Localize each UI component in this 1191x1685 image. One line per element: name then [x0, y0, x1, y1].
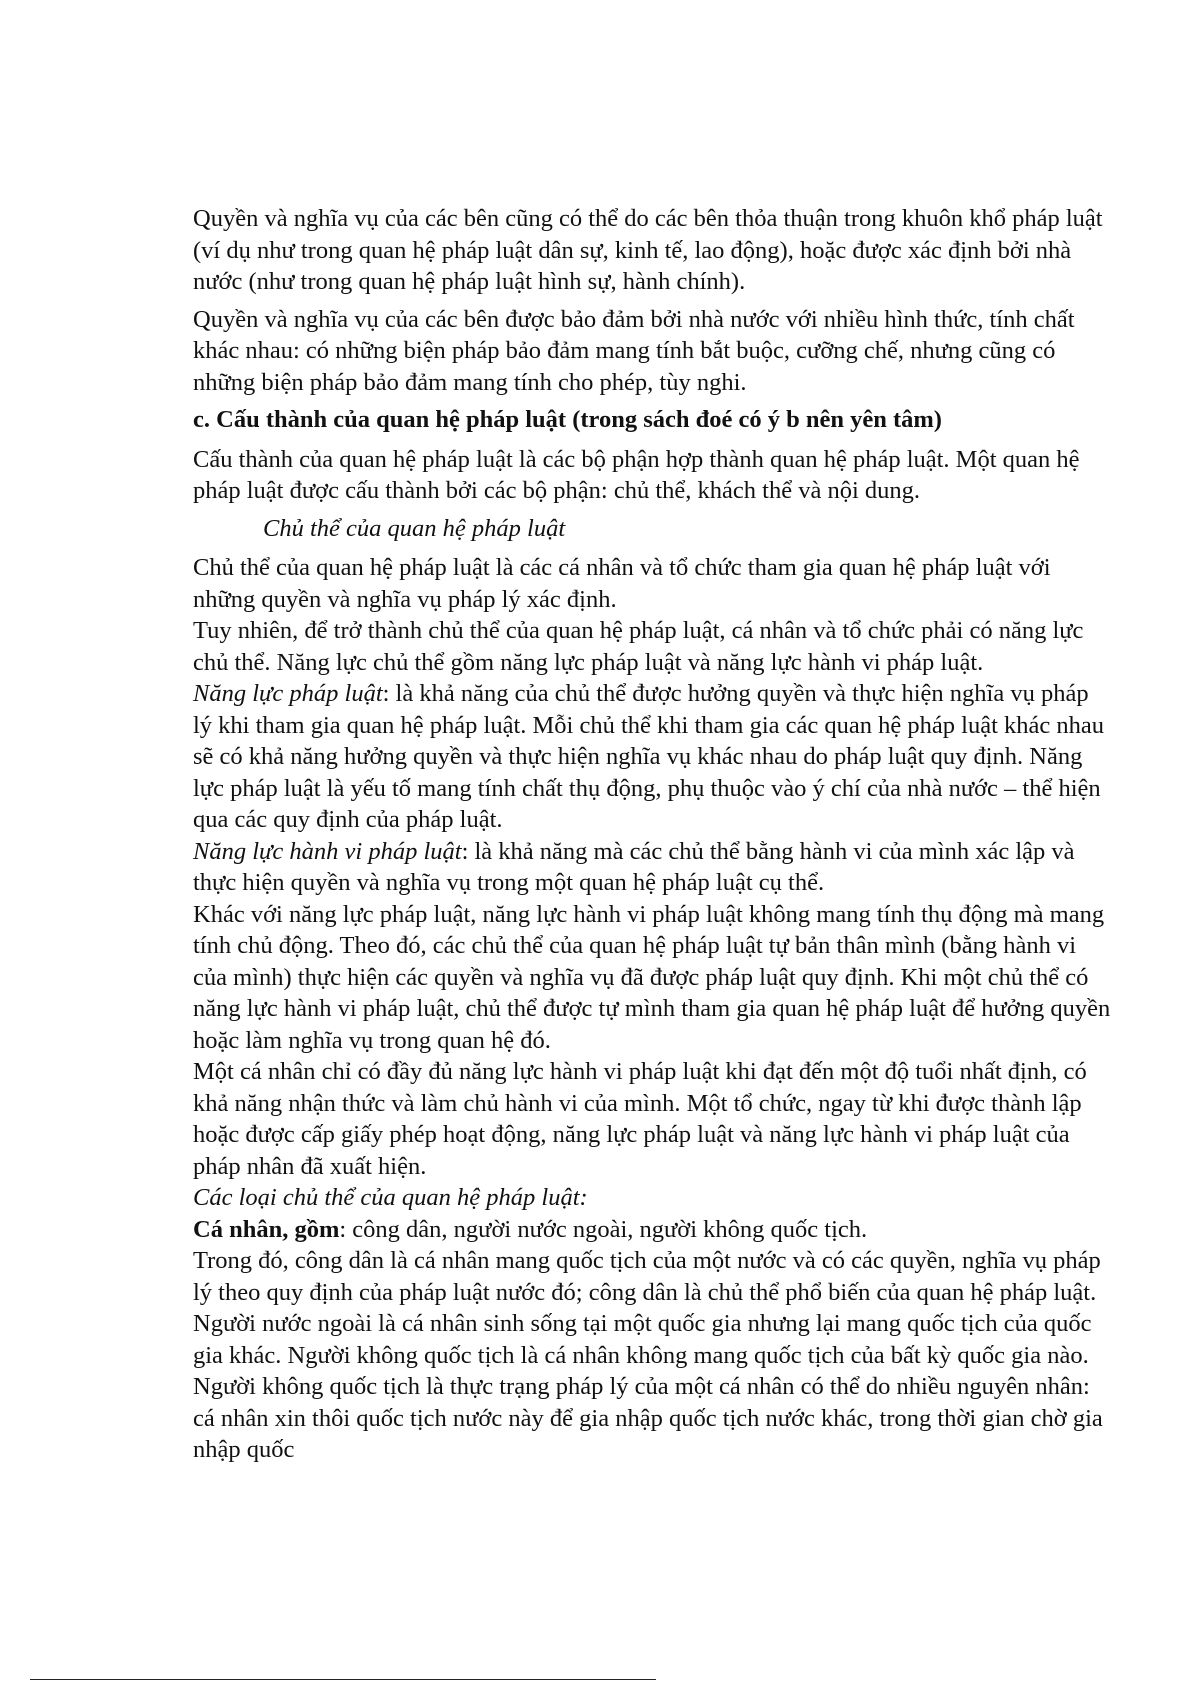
paragraph-subject-capacity: Tuy nhiên, để trở thành chủ thể của quan hệ pháp luật, cá nhân và tổ chức phải có năng lực chủ thể. Năng lực chủ thể gồm năng lực pháp luật và năng lực hành vi pháp luật.	[193, 617, 1084, 676]
legal-capacity-text: : là khả năng của chủ thể được hưởng quyền và thực hiện nghĩa vụ pháp lý khi tham gia quan hệ pháp luật. Mỗi chủ thể khi tham gia các quan hệ pháp luật khác nhau sẽ có khả năng hưởng quyền và thực hiện nghĩa vụ khác nhau do pháp luật quy định. Năng lực pháp luật là yếu tố mang tính chất thụ động, phụ thuộc vào ý chí của nhà nước – thể hiện qua các quy định của pháp luật.	[193, 680, 1104, 833]
term-behavior-capacity: Năng lực hành vi pháp luật	[193, 837, 462, 865]
document-body	[193, 203, 1113, 1466]
subsection-title-subject: Chủ thể của quan hệ pháp luật	[263, 514, 566, 542]
section-heading-c: c. Cấu thành của quan hệ pháp luật (trong sách đoé có ý b nên yên tâm)	[193, 406, 942, 433]
footer-divider	[30, 1679, 656, 1680]
behavior-capacity-text: : là khả năng mà các chủ thể bằng hành vi của mình xác lập và thực hiện quyền và nghĩa vụ trong một quan hệ pháp luật cụ thể.	[193, 837, 1075, 896]
term-legal-capacity: Năng lực pháp luật	[193, 680, 383, 707]
paragraph-behavior-vs-legal: Khác với năng lực pháp luật, năng lực hành vi pháp luật không mang tính thụ động mà mang tính chủ động. Theo đó, các chủ thể của quan hệ pháp luật tự bản thân mình (bằng hành vi của mình) thực hiện các quyền và nghĩa vụ đã được pháp luật quy định. Khi một chủ thể có năng lực hành vi pháp luật, chủ thể được tự mình tham gia quan hệ pháp luật để hưởng quyền hoặc làm nghĩa vụ trong quan hệ đó.	[193, 900, 1111, 1054]
paragraph-composition: Cấu thành của quan hệ pháp luật là các bộ phận hợp thành quan hệ pháp luật. Một quan hệ pháp luật được cấu thành bởi các bộ phận: chủ thể, khách thể và nội dung.	[193, 445, 1080, 504]
paragraph-behavior-capacity	[193, 836, 1113, 899]
paragraph-citizens-foreigners: Trong đó, công dân là cá nhân mang quốc tịch của một nước và có các quyền, nghĩa vụ pháp lý theo quy định của pháp luật nước đó; công dân là chủ thể phổ biến của quan hệ pháp luật. Người nước ngoài là cá nhân sinh sống tại một quốc gia nhưng lại mang quốc tịch của quốc gia khác. Người không quốc tịch là cá nhân không mang quốc tịch của bất kỳ quốc gia nào. Người không quốc tịch là thực trạng pháp lý của một cá nhân có thể do nhiều nguyên nhân: cá nhân xin thôi quốc tịch nước này để gia nhập quốc tịch nước khác, trong thời gian chờ gia nhập quốc	[193, 1247, 1103, 1463]
paragraph-legal-capacity	[193, 678, 1113, 836]
paragraph-rights-agreement: Quyền và nghĩa vụ của các bên cũng có thể do các bên thỏa thuận trong khuôn khổ pháp luật (ví dụ như trong quan hệ pháp luật dân sự, kinh tế, lao động), hoặc được xác định bởi nhà nước (như trong quan hệ pháp luật hình sự, hành chính).	[193, 205, 1103, 295]
paragraph-rights-guarantee: Quyền và nghĩa vụ của các bên được bảo đảm bởi nhà nước với nhiều hình thức, tính chất khác nhau: có những biện pháp bảo đảm mang tính bắt buộc, cưỡng chế, nhưng cũng có những biện pháp bảo đảm mang tính cho phép, tùy nghi.	[193, 305, 1075, 396]
paragraph-subject-definition: Chủ thể của quan hệ pháp luật là các cá nhân và tổ chức tham gia quan hệ pháp luật với những quyền và nghĩa vụ pháp lý xác định.	[193, 554, 1051, 613]
subsection-title-types: Các loại chủ thể của quan hệ pháp luật:	[193, 1184, 588, 1211]
individuals-text: : công dân, người nước ngoài, người không quốc tịch.	[339, 1215, 868, 1243]
term-individuals: Cá nhân, gồm	[193, 1215, 340, 1243]
paragraph-individuals	[193, 1214, 1113, 1246]
paragraph-full-capacity: Một cá nhân chỉ có đầy đủ năng lực hành vi pháp luật khi đạt đến một độ tuổi nhất định, có khả năng nhận thức và làm chủ hành vi của mình. Một tổ chức, ngay từ khi được thành lập hoặc được cấp giấy phép hoạt động, năng lực pháp luật và năng lực hành vi pháp luật của pháp nhân đã xuất hiện.	[193, 1058, 1087, 1180]
